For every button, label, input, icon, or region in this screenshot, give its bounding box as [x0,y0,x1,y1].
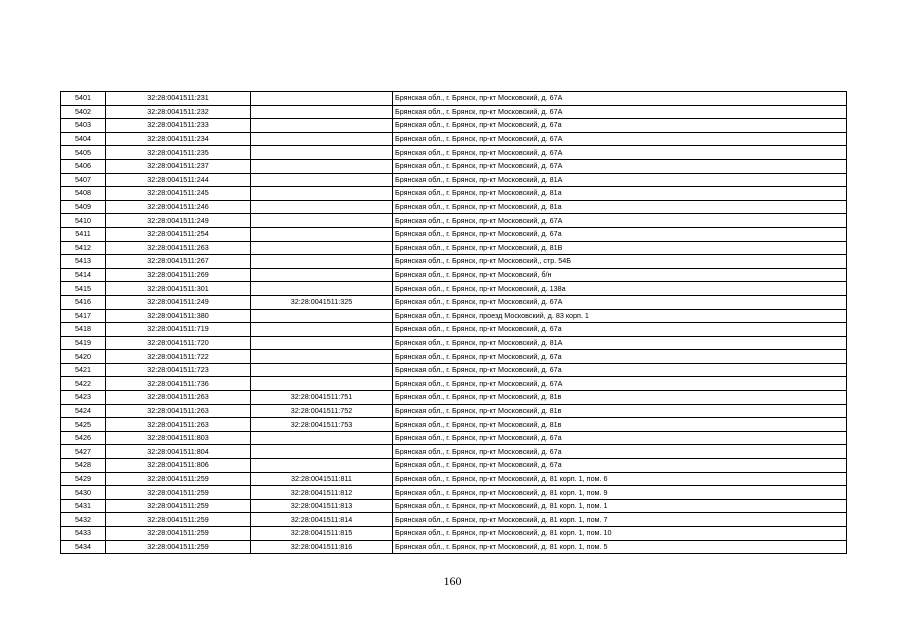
table-row [61,431,847,445]
row-number-cell: 5409 [61,200,106,214]
cadastral-number-cell: 32:28:0041511:249 [106,214,251,228]
cadastral-number-cell: 32:28:0041511:249 [106,295,251,309]
address-cell: Брянская обл., г. Брянск, проезд Московский, д. 83 корп. 1 [393,309,847,323]
address-cell: Брянская обл., г. Брянск, пр-кт Московский, д. 67а [393,119,847,133]
related-cadastral-number-cell [251,459,393,473]
table-row [61,146,847,160]
address-cell: Брянская обл., г. Брянск, пр-кт Московский, д. 81 корп. 1, пом. 5 [393,540,847,554]
address-cell: Брянская обл., г. Брянск, пр-кт Московский, д. 81в [393,404,847,418]
row-number-cell: 5412 [61,241,106,255]
cadastral-number-cell: 32:28:0041511:259 [106,513,251,527]
table-row [61,459,847,473]
table-row [61,391,847,405]
cadastral-number-cell: 32:28:0041511:263 [106,404,251,418]
address-cell: Брянская обл., г. Брянск, пр-кт Московский, д. 81 корп. 1, пом. 10 [393,527,847,541]
cadastral-number-cell: 32:28:0041511:263 [106,391,251,405]
related-cadastral-number-cell: 32:28:0041511:752 [251,404,393,418]
row-number-cell: 5422 [61,377,106,391]
related-cadastral-number-cell [251,214,393,228]
table-row [61,445,847,459]
cadastral-number-cell: 32:28:0041511:720 [106,336,251,350]
related-cadastral-number-cell [251,159,393,173]
related-cadastral-number-cell [251,309,393,323]
table-body [61,92,847,554]
address-cell: Брянская обл., г. Брянск, пр-кт Московский, д. 67А [393,214,847,228]
related-cadastral-number-cell [251,187,393,201]
address-cell: Брянская обл., г. Брянск, пр-кт Московский, д. 81 корп. 1, пом. 7 [393,513,847,527]
cadastral-number-cell: 32:28:0041511:722 [106,350,251,364]
address-cell: Брянская обл., г. Брянск, пр-кт Московский, д. 138а [393,282,847,296]
row-number-cell: 5404 [61,132,106,146]
address-cell: Брянская обл., г. Брянск, пр-кт Московский, д. 67а [393,431,847,445]
table-row [61,323,847,337]
table-row [61,513,847,527]
table-row [61,472,847,486]
table-row [61,187,847,201]
related-cadastral-number-cell [251,200,393,214]
cadastral-number-cell: 32:28:0041511:235 [106,146,251,160]
address-cell: Брянская обл., г. Брянск, пр-кт Московский, д. 67а [393,323,847,337]
address-cell: Брянская обл., г. Брянск, пр-кт Московский, д. 67А [393,105,847,119]
row-number-cell: 5421 [61,363,106,377]
address-cell: Брянская обл., г. Брянск, пр-кт Московский, д. 81в [393,391,847,405]
cadastral-number-cell: 32:28:0041511:723 [106,363,251,377]
table-row [61,499,847,513]
address-cell: Брянская обл., г. Брянск, пр-кт Московский, д. 67А [393,377,847,391]
table-row [61,200,847,214]
row-number-cell: 5413 [61,255,106,269]
related-cadastral-number-cell: 32:28:0041511:751 [251,391,393,405]
row-number-cell: 5424 [61,404,106,418]
related-cadastral-number-cell [251,445,393,459]
cadastral-number-cell: 32:28:0041511:263 [106,418,251,432]
row-number-cell: 5434 [61,540,106,554]
cadastral-number-cell: 32:28:0041511:380 [106,309,251,323]
table-row [61,418,847,432]
cadastral-number-cell: 32:28:0041511:237 [106,159,251,173]
table-row [61,132,847,146]
address-cell: Брянская обл., г. Брянск, пр-кт Московский, д. 67А [393,159,847,173]
cadastral-number-cell: 32:28:0041511:301 [106,282,251,296]
cadastral-number-cell: 32:28:0041511:254 [106,227,251,241]
address-cell: Брянская обл., г. Брянск, пр-кт Московский, д. 67а [393,363,847,377]
row-number-cell: 5433 [61,527,106,541]
cadastral-number-cell: 32:28:0041511:244 [106,173,251,187]
table-row [61,92,847,106]
row-number-cell: 5429 [61,472,106,486]
related-cadastral-number-cell: 32:28:0041511:325 [251,295,393,309]
row-number-cell: 5407 [61,173,106,187]
address-cell: Брянская обл., г. Брянск, пр-кт Московский, д. 81А [393,336,847,350]
cadastral-number-cell: 32:28:0041511:259 [106,527,251,541]
row-number-cell: 5415 [61,282,106,296]
cadastral-number-cell: 32:28:0041511:259 [106,472,251,486]
cadastral-number-cell: 32:28:0041511:246 [106,200,251,214]
table-row [61,173,847,187]
related-cadastral-number-cell [251,227,393,241]
row-number-cell: 5411 [61,227,106,241]
related-cadastral-number-cell: 32:28:0041511:753 [251,418,393,432]
table-row [61,255,847,269]
address-cell: Брянская обл., г. Брянск, пр-кт Московский, б/н [393,268,847,282]
related-cadastral-number-cell [251,282,393,296]
cadastral-number-cell: 32:28:0041511:259 [106,540,251,554]
row-number-cell: 5408 [61,187,106,201]
table-row [61,159,847,173]
table-row [61,486,847,500]
related-cadastral-number-cell: 32:28:0041511:813 [251,499,393,513]
row-number-cell: 5425 [61,418,106,432]
table-row [61,363,847,377]
related-cadastral-number-cell [251,132,393,146]
row-number-cell: 5428 [61,459,106,473]
cadastral-number-cell: 32:28:0041511:233 [106,119,251,133]
table-row [61,282,847,296]
related-cadastral-number-cell [251,336,393,350]
address-cell: Брянская обл., г. Брянск, пр-кт Московский, д. 67а [393,350,847,364]
related-cadastral-number-cell [251,92,393,106]
row-number-cell: 5405 [61,146,106,160]
row-number-cell: 5402 [61,105,106,119]
address-cell: Брянская обл., г. Брянск, пр-кт Московский, д. 81а [393,200,847,214]
row-number-cell: 5417 [61,309,106,323]
related-cadastral-number-cell: 32:28:0041511:814 [251,513,393,527]
related-cadastral-number-cell: 32:28:0041511:812 [251,486,393,500]
address-cell: Брянская обл., г. Брянск, пр-кт Московский, д. 81 корп. 1, пом. 1 [393,499,847,513]
related-cadastral-number-cell [251,255,393,269]
cadastral-number-cell: 32:28:0041511:804 [106,445,251,459]
table-row [61,119,847,133]
row-number-cell: 5431 [61,499,106,513]
address-cell: Брянская обл., г. Брянск, пр-кт Московский, д. 67А [393,295,847,309]
row-number-cell: 5420 [61,350,106,364]
cadastral-number-cell: 32:28:0041511:232 [106,105,251,119]
row-number-cell: 5410 [61,214,106,228]
cadastral-number-cell: 32:28:0041511:231 [106,92,251,106]
related-cadastral-number-cell: 32:28:0041511:815 [251,527,393,541]
related-cadastral-number-cell [251,363,393,377]
cadastral-number-cell: 32:28:0041511:245 [106,187,251,201]
table-row [61,241,847,255]
cadastral-number-cell: 32:28:0041511:259 [106,486,251,500]
address-cell: Брянская обл., г. Брянск, пр-кт Московский, д. 81А [393,173,847,187]
cadastral-number-cell: 32:28:0041511:269 [106,268,251,282]
table-row [61,377,847,391]
cadastral-number-cell: 32:28:0041511:267 [106,255,251,269]
related-cadastral-number-cell [251,241,393,255]
row-number-cell: 5418 [61,323,106,337]
row-number-cell: 5419 [61,336,106,350]
related-cadastral-number-cell: 32:28:0041511:811 [251,472,393,486]
table-row [61,336,847,350]
row-number-cell: 5430 [61,486,106,500]
related-cadastral-number-cell: 32:28:0041511:816 [251,540,393,554]
table-row [61,540,847,554]
row-number-cell: 5427 [61,445,106,459]
table-row [61,227,847,241]
cadastral-number-cell: 32:28:0041511:736 [106,377,251,391]
row-number-cell: 5414 [61,268,106,282]
address-cell: Брянская обл., г. Брянск, пр-кт Московский, д. 67а [393,445,847,459]
row-number-cell: 5432 [61,513,106,527]
row-number-cell: 5403 [61,119,106,133]
address-cell: Брянская обл., г. Брянск, пр-кт Московский, д. 67А [393,146,847,160]
address-cell: Брянская обл., г. Брянск, пр-кт Московский, д. 67а [393,459,847,473]
row-number-cell: 5406 [61,159,106,173]
related-cadastral-number-cell [251,268,393,282]
page-number: 160 [443,574,462,588]
row-number-cell: 5401 [61,92,106,106]
related-cadastral-number-cell [251,173,393,187]
address-cell: Брянская обл., г. Брянск, пр-кт Московский, д. 81В [393,241,847,255]
cadastral-number-cell: 32:28:0041511:719 [106,323,251,337]
table-row [61,214,847,228]
address-cell: Брянская обл., г. Брянск, пр-кт Московский, д. 81в [393,418,847,432]
cadastral-table [60,91,847,554]
related-cadastral-number-cell [251,377,393,391]
address-cell: Брянская обл., г. Брянск, пр-кт Московский,, стр. 54Б [393,255,847,269]
row-number-cell: 5426 [61,431,106,445]
table-row [61,404,847,418]
table-row [61,295,847,309]
related-cadastral-number-cell [251,119,393,133]
table-row [61,268,847,282]
related-cadastral-number-cell [251,146,393,160]
cadastral-number-cell: 32:28:0041511:803 [106,431,251,445]
address-cell: Брянская обл., г. Брянск, пр-кт Московский, д. 81а [393,187,847,201]
cadastral-number-cell: 32:28:0041511:806 [106,459,251,473]
table-row [61,527,847,541]
related-cadastral-number-cell [251,350,393,364]
related-cadastral-number-cell [251,431,393,445]
address-cell: Брянская обл., г. Брянск, пр-кт Московский, д. 67А [393,132,847,146]
related-cadastral-number-cell [251,105,393,119]
row-number-cell: 5416 [61,295,106,309]
table-row [61,105,847,119]
cadastral-number-cell: 32:28:0041511:234 [106,132,251,146]
related-cadastral-number-cell [251,323,393,337]
table-row [61,309,847,323]
row-number-cell: 5423 [61,391,106,405]
address-cell: Брянская обл., г. Брянск, пр-кт Московский, д. 67А [393,92,847,106]
address-cell: Брянская обл., г. Брянск, пр-кт Московский, д. 81 корп. 1, пом. 9 [393,486,847,500]
address-cell: Брянская обл., г. Брянск, пр-кт Московский, д. 67а [393,227,847,241]
table-row [61,350,847,364]
address-cell: Брянская обл., г. Брянск, пр-кт Московский, д. 81 корп. 1, пом. 6 [393,472,847,486]
cadastral-number-cell: 32:28:0041511:259 [106,499,251,513]
cadastral-number-cell: 32:28:0041511:263 [106,241,251,255]
